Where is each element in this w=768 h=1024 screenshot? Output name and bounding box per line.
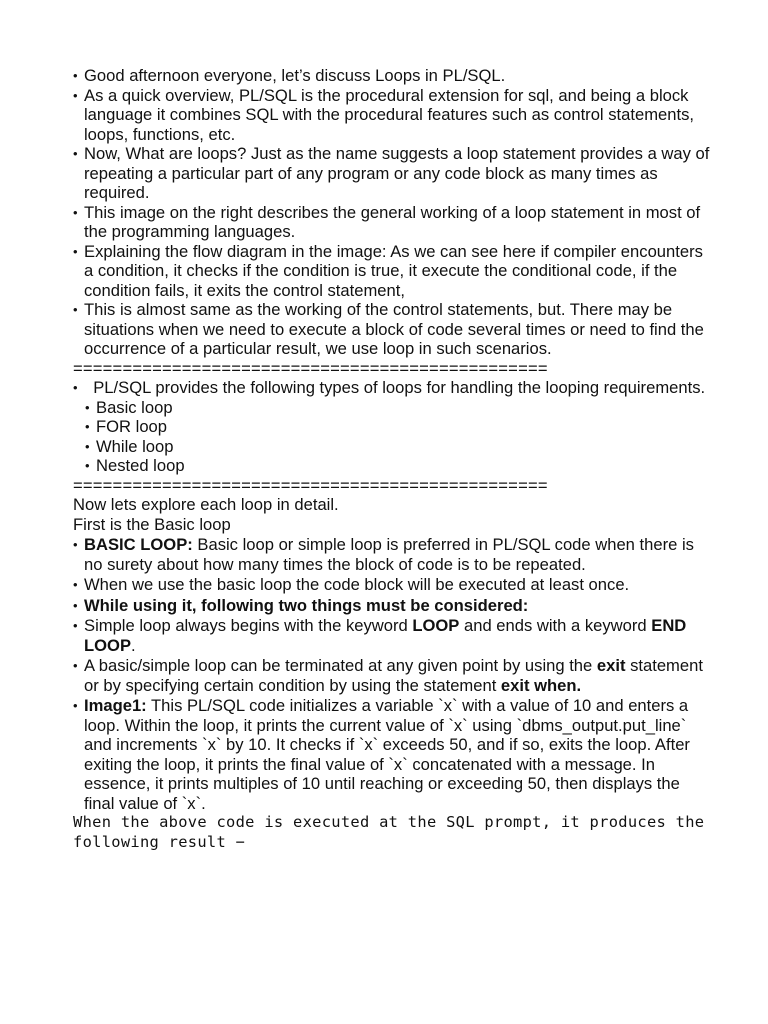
- image1-text: This PL/SQL code initializes a variable `x` with a value of 10 and enters a loop. Within the loop, it prints the current value of `x` using `dbms_output.put_line` and increments `x` by 10. It checks if `x` exceeds 50, and if so, exits the loop. After exiting the loop, it prints the final value of `x` concatenated with a message. In essence, it prints multiples of 10 until reaching or exceeding 50, then displays the final value of `x`.: [84, 696, 690, 813]
- loop-type-item: • Basic loop: [73, 398, 713, 418]
- bullet-termination: [73, 656, 713, 695]
- keyword-exit: exit: [596, 656, 626, 675]
- bullet-simple-loop: [73, 616, 713, 655]
- simple-loop-end: .: [131, 635, 136, 655]
- basic-loop-label: BASIC LOOP:: [84, 535, 193, 554]
- image1-label: Image1:: [84, 696, 147, 715]
- simple-loop-text-2: and ends with a keyword: [459, 616, 652, 635]
- bullet-loop-types-intro: • PL/SQL provides the following types of loops for handling the looping requirements.: [73, 378, 713, 398]
- bullet-overview: • As a quick overview, PL/SQL is the procedural extension for sql, and being a block language it combines SQL with the procedural features such as control statements, loops, functions, etc.: [73, 86, 713, 145]
- result-text: When the above code is executed at the SQL prompt, it produces the following result −: [73, 813, 705, 851]
- basic-loop-text: Basic loop or simple loop is preferred in PL/SQL code when there is no surety about how many times the block of code is to be repeated.: [84, 535, 694, 574]
- bullet-basic-loop: [73, 535, 713, 574]
- bullet-while-using: [73, 596, 713, 616]
- termination-text: A basic/simple loop can be terminated at any given point by using the: [84, 656, 597, 675]
- separator-line: ================================================: [73, 358, 548, 378]
- bullet-image1: [73, 696, 713, 813]
- loop-type-item: • Nested loop: [73, 456, 713, 476]
- bullet-executed-once: • When we use the basic loop the code block will be executed at least once.: [73, 575, 713, 595]
- separator-line: ================================================: [73, 475, 548, 495]
- bullet-greeting: • Good afternoon everyone, let’s discuss Loops in PL/SQL.: [73, 66, 713, 86]
- simple-loop-text: Simple loop always begins with the keyword: [84, 616, 413, 635]
- keyword-exit-when: exit when.: [500, 675, 582, 695]
- document-body: [73, 66, 713, 852]
- loop-type-item: • FOR loop: [73, 417, 713, 437]
- termination-text-2: statement or by specifying certain condition by using the statement: [84, 656, 703, 695]
- first-basic-text: First is the Basic loop: [73, 514, 231, 534]
- bullet-what-are-loops: • Now, What are loops? Just as the name suggests a loop statement provides a way of repeating a particular part of any program or any code block as many times as required.: [73, 144, 713, 203]
- explore-text: Now lets explore each loop in detail.: [73, 495, 339, 514]
- keyword-loop: LOOP: [412, 616, 460, 635]
- while-using-text: While using it, following two things must be considered:: [84, 595, 529, 615]
- keyword-end-loop: END LOOP: [84, 616, 687, 655]
- loop-type-item: • While loop: [73, 437, 713, 457]
- bullet-image-description: • This image on the right describes the general working of a loop statement in most of the programming languages.: [73, 203, 713, 242]
- bullet-control-statements: • This is almost same as the working of the control statements, but. There may be situations when we need to execute a block of code several times or need to find the occurrence of a particular result, we use loop in such scenarios.: [73, 300, 713, 359]
- bullet-flow-diagram: • Explaining the flow diagram in the image: As we can see here if compiler encounters a condition, it checks if the condition is true, it execute the conditional code, if the condition fails, it exits the control statement,: [73, 242, 713, 301]
